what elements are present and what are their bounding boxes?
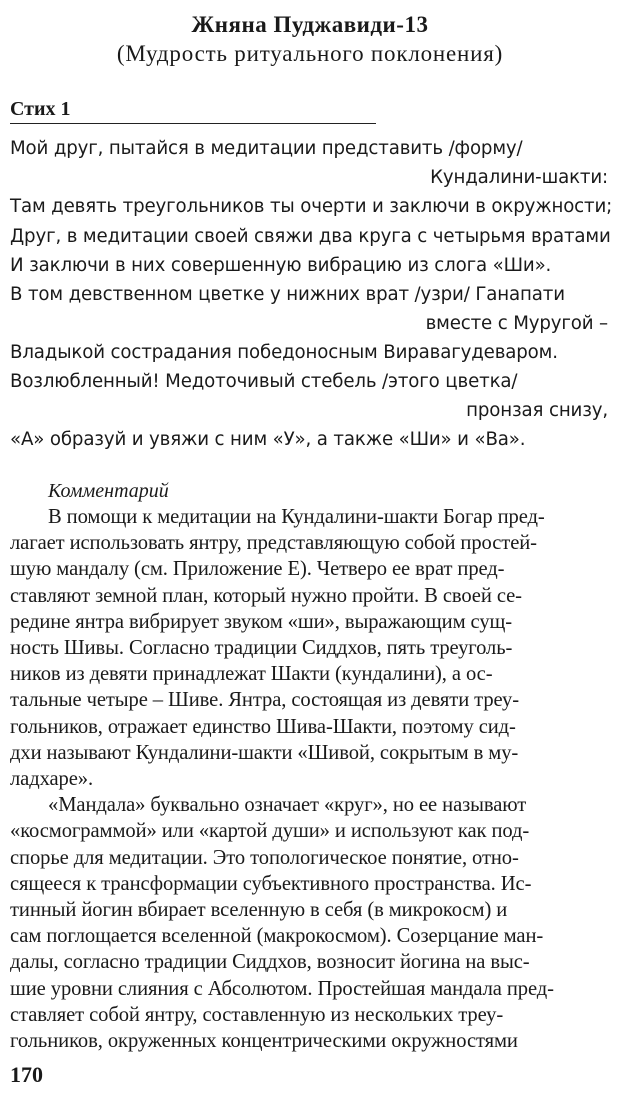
verse-line: пронзая снизу, bbox=[466, 400, 608, 421]
verse-line: В том девственном цветке у нижних врат /узри/ Ганапати bbox=[10, 284, 565, 305]
commentary-line: сам поглощается вселенной (макрокосмом). Созерцание ман- bbox=[10, 925, 544, 948]
chapter-title: Жняна Пуджавиди-13 bbox=[191, 12, 429, 37]
verse-line: Кундалини-шакти: bbox=[430, 167, 608, 188]
commentary-line: лагает использовать янтру, представляющую собой простей- bbox=[10, 532, 537, 555]
chapter-subtitle: (Мудрость ритуального поклонения) bbox=[116, 41, 504, 66]
commentary-line: ставляет собой янтру, составленную из нескольких треу- bbox=[10, 1003, 504, 1026]
commentary-line: ность Шивы. Согласно традиции Сиддхов, пять треуголь- bbox=[10, 637, 513, 659]
commentary-line: редине янтра вибрирует звуком «ши», выражающим сущ- bbox=[10, 610, 513, 633]
commentary-line: шую мандалу (см. Приложение Е). Четверо ее врат пред- bbox=[10, 558, 505, 581]
commentary-line: гольников, отражает единство Шива-Шакти, поэтому сид- bbox=[10, 715, 516, 738]
commentary-line: «Мандала» буквально означает «круг», но ее называют bbox=[48, 794, 527, 817]
verse-line: вместе с Муругой – bbox=[425, 313, 608, 334]
commentary-line: ставляют земной план, который нужно пройти. В своей се- bbox=[10, 584, 522, 607]
commentary-line: далы, согласно традиции Сиддхов, возносит йогина на выс- bbox=[10, 951, 530, 974]
commentary-line: сящееся к трансформации субъективного пространства. Ис- bbox=[10, 872, 532, 895]
verse-line: Возлюбленный! Медоточивый стебель /этого цветка/ bbox=[10, 371, 518, 392]
verse-line: «А» образуй и увяжи с ним «У», а также «Ши» и «Ва». bbox=[10, 429, 526, 450]
verse-line: Мой друг, пытайся в медитации представить /форму/ bbox=[10, 138, 523, 159]
stanza-heading: Стих 1 bbox=[10, 98, 376, 124]
commentary-line: тинный йогин вбирает вселенную в себя (в микрокосм) и bbox=[10, 899, 508, 921]
commentary-line: дхи называют Кундалини-шакти «Шивой, сокрытым в му- bbox=[10, 741, 519, 764]
verse-line: Владыкой сострадания победоносным Виравагудеваром. bbox=[10, 342, 558, 363]
commentary-line: ников из девяти принадлежат Шакти (кундалини), а ос- bbox=[10, 663, 493, 686]
verse-line: Там девять треугольников ты очерти и заключи в окружности; bbox=[10, 196, 613, 217]
commentary-heading: Комментарий bbox=[48, 480, 169, 502]
commentary-line: В помощи к медитации на Кундалини-шакти Богар пред- bbox=[48, 506, 545, 528]
commentary-line: «космограммой» или «картой души» и используют как под- bbox=[10, 820, 530, 843]
verse-line: И заключи в них совершенную вибрацию из слога «Ши». bbox=[10, 255, 552, 276]
commentary-line: гольников, окруженных концентрическими окружностями bbox=[10, 1030, 518, 1052]
commentary-line: шие уровни слияния с Абсолютом. Простейшая мандала пред- bbox=[10, 977, 554, 1000]
commentary-line: ладхаре». bbox=[10, 768, 94, 790]
commentary-line: спорье для медитации. Это топологическое понятие, отно- bbox=[10, 846, 519, 869]
commentary-line: тальные четыре – Шиве. Янтра, состоящая из девяти треу- bbox=[10, 689, 519, 712]
verse-line: Друг, в медитации своей свяжи два круга с четырьмя вратами bbox=[10, 226, 611, 247]
page-number: 170 bbox=[10, 1062, 43, 1087]
